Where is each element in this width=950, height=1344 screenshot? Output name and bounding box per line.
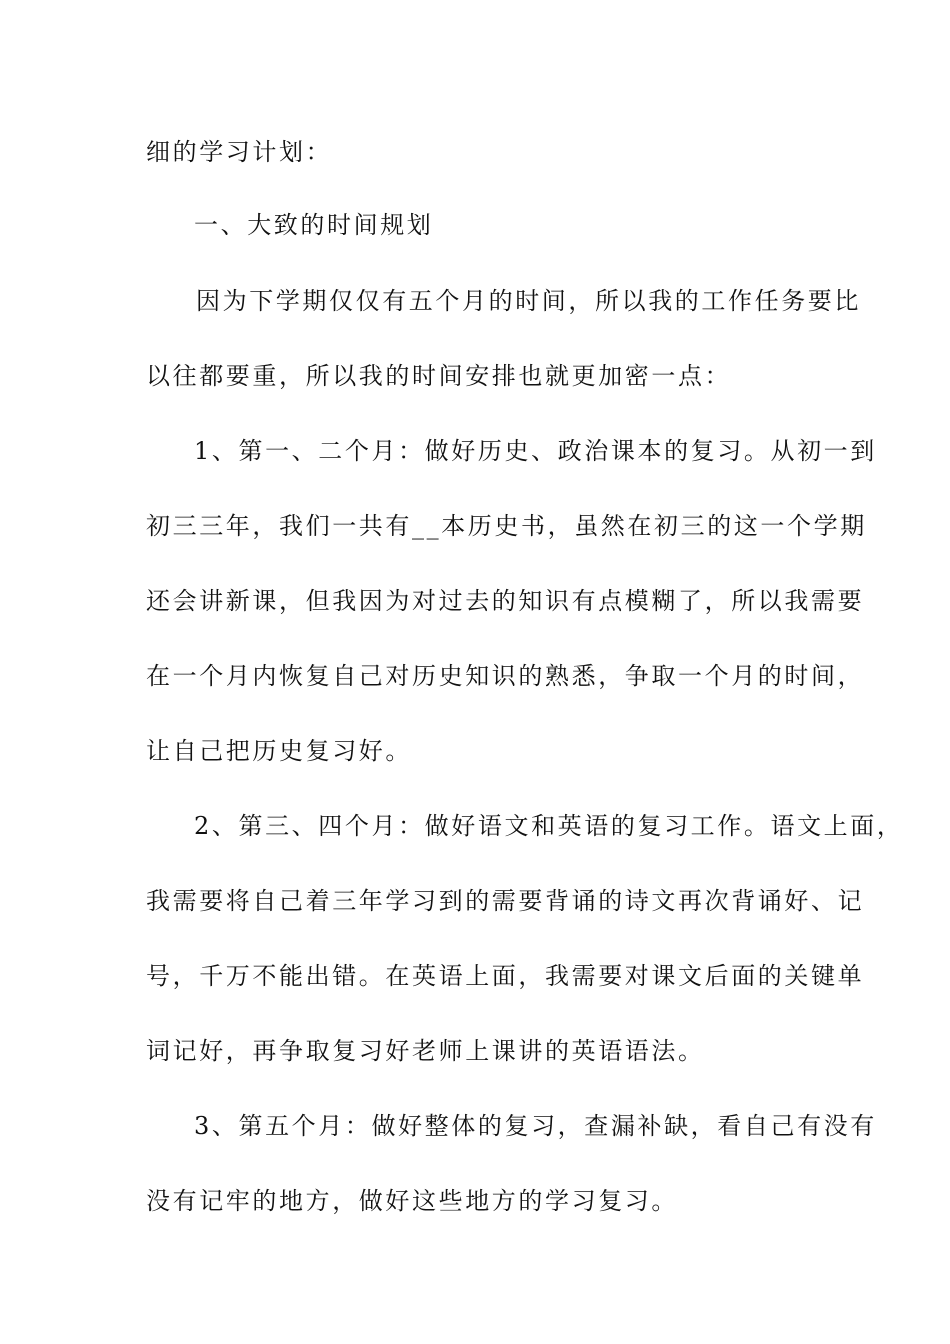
text-line: 让自己把历史复习好。 [146, 737, 412, 765]
text-line: 以往都要重，所以我的时间安排也就更加密一点： [146, 362, 732, 390]
text-line: 因为下学期仅仅有五个月的时间，所以我的工作任务要比 [196, 287, 861, 315]
text-line: 我需要将自己着三年学习到的需要背诵的诗文再次背诵好、记 [146, 887, 865, 915]
text-line: 初三三年，我们一共有__本历史书，虽然在初三的这一个学期 [146, 512, 867, 540]
text-line: 号，千万不能出错。在英语上面，我需要对课文后面的关键单 [146, 962, 865, 990]
text-line: 在一个月内恢复自己对历史知识的熟悉，争取一个月的时间， [146, 662, 865, 690]
text-line: 还会讲新课，但我因为对过去的知识有点模糊了，所以我需要 [146, 587, 865, 615]
section-heading: 一、大致的时间规划 [194, 211, 434, 239]
text-line: 没有记牢的地方，做好这些地方的学习复习。 [146, 1187, 678, 1215]
text-line: 细的学习计划： [146, 138, 333, 166]
text-line: 3、第五个月：做好整体的复习，查漏补缺，看自己有没有 [194, 1112, 877, 1140]
text-line: 词记好，再争取复习好老师上课讲的英语语法。 [146, 1037, 705, 1065]
text-line: 2、第三、四个月：做好语文和英语的复习工作。语文上面， [194, 812, 904, 840]
text-line: 1、第一、二个月：做好历史、政治课本的复习。从初一到 [194, 437, 877, 465]
